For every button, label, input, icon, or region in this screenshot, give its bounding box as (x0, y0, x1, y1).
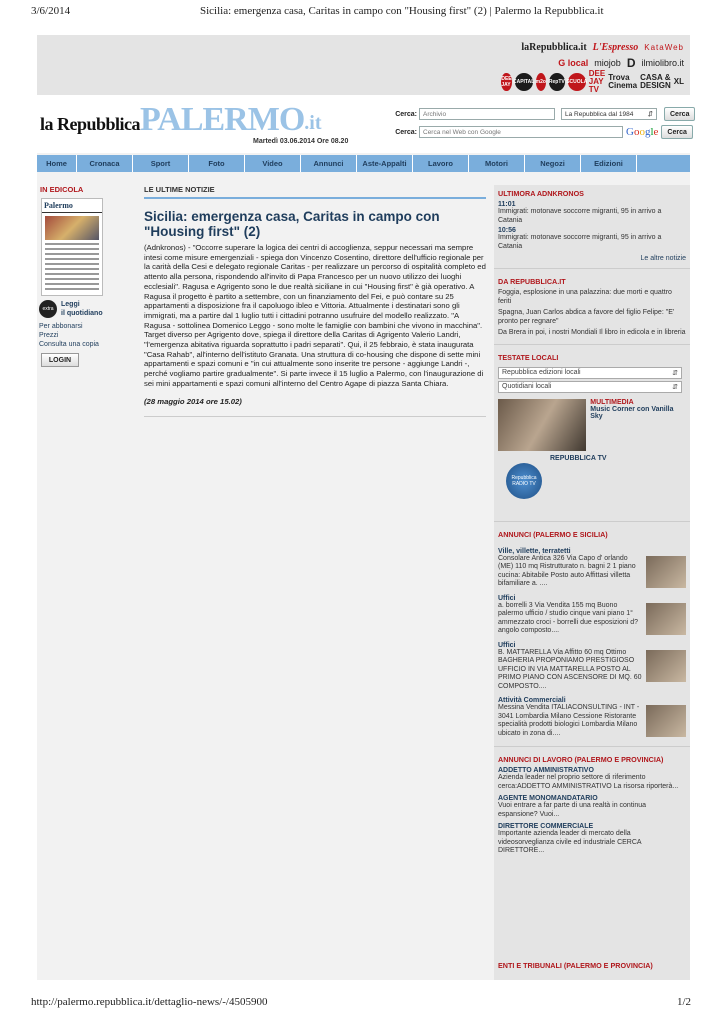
local-editions-select[interactable]: Repubblica edizioni locali ⇵ (498, 367, 682, 379)
left-column (37, 185, 117, 367)
updown-icon: ⇵ (672, 369, 678, 377)
main-nav (37, 155, 690, 172)
brand-m2o-icon[interactable]: m2o (536, 73, 546, 91)
more-news-link[interactable]: Le altre notizie (640, 255, 686, 262)
annuncio-photo[interactable] (646, 705, 686, 737)
archive-search-input[interactable]: Archivio (419, 108, 555, 120)
annuncio-text: a. borrelli 3 Via Vendita 155 mq Buono palermo ufficio / studio cinque vani piano 1° ammezzato croci - borrelli due esposizioni d? angolo composto.... (498, 601, 639, 634)
multimedia-item[interactable] (498, 399, 686, 451)
annuncio-text: B. MATTARELLA Via Affitto 60 mq Ottimo BAGHERIA PROPONIAMO PRESTIGIOSO UFFICIO IN VIA MATTARELLA POSTO AL PRIMO PIANO CON ASCENSORE DI MQ. 60 COMPOSTO.... (498, 648, 642, 690)
archive-search-label: Cerca: (395, 110, 417, 118)
article-title: Sicilia: emergenza casa, Caritas in campo con "Housing first" (2) (144, 209, 440, 239)
ultimora-item[interactable]: Immigrati: motonave soccorre migranti, 95 in arrivo a Catania (498, 208, 662, 224)
edicola-heading: IN EDICOLA (40, 185, 84, 194)
repubblica-tv[interactable] (498, 455, 686, 499)
brand-repubblica[interactable]: laRepubblica.it (521, 41, 587, 53)
nav-annunci[interactable]: Annunci (301, 155, 357, 172)
brand-deejaytv[interactable]: DEE JAY TV (588, 69, 606, 94)
darep-item[interactable]: Spagna, Juan Carlos abdica a favore del figlio Felipe: "E' pronto per regnare" (498, 309, 675, 325)
brand-capital-icon[interactable]: CAPITAL (515, 73, 533, 91)
brand-casadesign[interactable]: CASA & DESIGN (640, 73, 671, 90)
network-brands (501, 39, 684, 94)
brand-local[interactable]: G local (558, 58, 589, 68)
ultimora-box (494, 185, 690, 264)
nav-foto[interactable]: Foto (189, 155, 245, 172)
multimedia-thumbnail[interactable] (498, 399, 586, 451)
darep-box (494, 273, 690, 340)
multimedia-title[interactable]: Music Corner con Vanilla Sky (590, 405, 674, 420)
darep-item[interactable]: Da Brera in poi, i nostri Mondiali Il libro in edicola e in libreria (498, 329, 686, 336)
print-url: http://palermo.repubblica.it/dettaglio-news/-/4505900 (31, 996, 268, 1008)
job-text: Vuoi entrare a far parte di una realtà in continua espansione? Vuoi... (498, 802, 647, 818)
archive-year-select[interactable] (561, 108, 657, 120)
article-timestamp: (28 maggio 2014 ore 15.02) (144, 397, 486, 417)
enti-heading: ENTI E TRIBUNALI (PALERMO E PROVINCIA) (498, 961, 653, 970)
annuncio-photo[interactable] (646, 650, 686, 682)
ultimora-time: 11:01 (498, 201, 516, 208)
right-column (494, 185, 690, 980)
darep-item[interactable]: Foggia, esplosione in una palazzina: due morti e quattro feriti (498, 289, 672, 305)
cover-masthead: Palermo (42, 199, 102, 213)
testate-box (494, 349, 690, 501)
print-title: Sicilia: emergenza casa, Caritas in campo con "Housing first" (2) | Palermo la Repubblica.it (200, 5, 604, 17)
divider (494, 521, 690, 522)
local-papers-select[interactable]: Quotidiani locali ⇵ (498, 381, 682, 393)
updown-icon: ⇵ (647, 111, 653, 118)
multimedia-kicker: MULTIMEDIA (590, 398, 634, 406)
prices-link[interactable]: Prezzi (39, 332, 59, 339)
article-column (144, 185, 486, 417)
web-search-label: Cerca: (395, 128, 417, 136)
logo-repubblica: la Repubblica (40, 114, 141, 134)
web-search-button[interactable]: Cerca (661, 125, 692, 139)
testate-heading: TESTATE LOCALI (498, 352, 559, 362)
read-paper-promo[interactable] (39, 300, 117, 318)
nav-negozi[interactable]: Negozi (525, 155, 581, 172)
divider (494, 746, 690, 747)
brand-ilmiolibro[interactable]: ilmiolibro.it (641, 58, 684, 68)
nav-aste-appalti[interactable]: Aste-Appalti (357, 155, 413, 172)
nav-lavoro[interactable]: Lavoro (413, 155, 469, 172)
nav-video[interactable]: Video (245, 155, 301, 172)
brand-kataweb[interactable]: KataWeb (644, 42, 684, 52)
archive-year-value: La Repubblica dal 1984 (565, 110, 634, 118)
divider (494, 344, 690, 345)
annunci-heading: ANNUNCI (PALERMO E SICILIA) (498, 529, 608, 539)
updown-icon: ⇵ (672, 383, 678, 391)
web-search (393, 125, 693, 139)
annuncio-text: Consolare Antica 326 Via Capo d' orlando (ME) 110 mq Ristrutturato n. bagni 2 1 piano cucina: Abitabile Posto auto Affittasi villetta bifamiliare a. .... (498, 554, 636, 587)
nav-home[interactable]: Home (37, 155, 77, 172)
brand-trovacinema[interactable]: Trova Cinema (608, 73, 638, 90)
brand-miojob[interactable]: miojob (594, 58, 621, 68)
logo-tld: .it (304, 112, 322, 134)
annunci-box (494, 526, 690, 741)
enti-box (494, 957, 657, 975)
nav-cronaca[interactable]: Cronaca (77, 155, 133, 172)
subscribe-link[interactable]: Per abbonarsi (39, 323, 83, 330)
lavoro-heading: ANNUNCI DI LAVORO (PALERMO E PROVINCIA) (498, 755, 664, 764)
google-logo: Google (626, 126, 659, 138)
nav-edizioni[interactable]: Edizioni (581, 155, 637, 172)
brand-xl[interactable]: XL (673, 77, 684, 86)
cover-photo (45, 216, 99, 240)
ultimora-heading: ULTIMORA ADNKRONOS (498, 189, 584, 198)
annuncio-item[interactable] (498, 697, 686, 738)
read-paper-text: Leggi il quotidiano (61, 301, 103, 317)
annuncio-category[interactable]: Uffici (498, 641, 516, 649)
web-search-input[interactable]: Cerca nel Web con Google (419, 126, 623, 138)
network-band (37, 35, 690, 95)
page (37, 35, 690, 980)
ultimora-item[interactable]: Immigrati: motonave soccorre migranti, 95 in arrivo a Catania (498, 234, 662, 250)
lavoro-box (494, 751, 690, 858)
newspaper-cover-thumbnail[interactable] (41, 198, 103, 296)
divider (494, 268, 690, 269)
repubblica-tv-label[interactable]: REPUBBLICA TV (550, 454, 607, 462)
consult-copy-link[interactable]: Consulta una copia (39, 341, 99, 348)
nav-spacer (637, 155, 690, 172)
brand-d[interactable]: D (626, 56, 636, 70)
annuncio-category[interactable]: Uffici (498, 594, 516, 602)
logo-city: PALERMO (140, 101, 305, 138)
print-page-number: 1/2 (677, 996, 692, 1008)
site-header (37, 95, 690, 153)
ultimora-time: 10:56 (498, 227, 516, 234)
brand-reptv-icon[interactable]: RepTV (549, 73, 565, 91)
section-heading: LE ULTIME NOTIZIE (144, 185, 486, 199)
site-logo[interactable] (40, 101, 322, 138)
nav-sport[interactable]: Sport (133, 155, 189, 172)
brand-deejay-icon[interactable]: DEE JAY (501, 73, 511, 91)
article-body: (Adnkronos) - "Occorre superare la logica dei centri di accoglienza, seppur necessari ma sempre intesi come misure emergenziali - spiega don Vincenzo Cosentino, direttore dell'ufficio regionale per la carità della Cesi e delegato regionale Caritas - per realizzare un percorso di ospitalità completo ed attento alla persona, rispondendo all'invito di Papa Francesco per un nuovo utilizzo dei luoghi ecclesiali". Ragusa e Agrigento sono le due realtà siciliane in cui "Housing first" è già operativo. A Ragusa il progetto è partito a settembre, con un finanziamento del Fei, e può contare su 25 appartamenti a disposizione fra il capoluogo ibleo e Vittoria. Attualmente i destinatari sono gli immigrati, ma a partire dal 1 luglio tutti i cittadini potranno usufruire del modello realizzato. "A Ragusa - sottolinea Domenico Leggo - sono molte le famiglie con bambini che vivono in macchina". Target diverso per Agrigento dove, spiega il direttore della Caritas di Agrigento Valerio Landri, "l'emergenza abitativa riguarda soprattutto i padri separati". Qui, il 25 febbraio, è stata inaugurata "Casa Rahab", all'interno dell'istituto Granata. Una struttura di co-housing che dispone di sette mini appartamenti e spazi comuni e "in cui attualmente sono inserite tre persone - aggiunge Landri -, perché vogliamo partire gradualmente". Si parte invece il 15 luglio a Palermo, con l'inaugurazione di sei mini appartamenti e spazi comuni all'interno del Centro Agape di piazza Santa Chiara. (144, 243, 486, 388)
job-text: Importante azienda leader di mercato della videosorveglianza civile ed industriale CERCA DIRETTORE... (498, 830, 642, 854)
job-title[interactable]: ADDETTO AMMINISTRATIVO (498, 767, 594, 774)
annuncio-category[interactable]: Ville, villette, terratetti (498, 547, 571, 555)
brand-scuola-icon[interactable]: SCUOLA (568, 73, 586, 91)
annuncio-item[interactable] (498, 548, 686, 589)
job-title[interactable]: AGENTE MONOMANDATARIO (498, 795, 598, 802)
annuncio-photo[interactable] (646, 556, 686, 588)
archive-search-button[interactable]: Cerca (664, 107, 695, 121)
annuncio-item[interactable] (498, 642, 686, 692)
job-title[interactable]: DIRETTORE COMMERCIALE (498, 823, 594, 830)
print-date: 3/6/2014 (31, 5, 71, 17)
annuncio-text: Messina Vendita ITALIACONSULTING - INT - 3041 Lombardia Milano Cessione Ristorante specialità prodotti biologici Lombardia Milano ubicato in zona di.... (498, 704, 640, 737)
archive-search (393, 107, 695, 121)
repubblica-tv-logo-icon[interactable]: Repubblica RADIO TV (506, 463, 542, 499)
extra-badge-icon: extra (39, 300, 57, 318)
annuncio-item[interactable] (498, 595, 686, 636)
darep-heading: DA REPUBBLICA.IT (498, 277, 566, 286)
nav-motori[interactable]: Motori (469, 155, 525, 172)
login-button[interactable]: LOGIN (41, 353, 79, 367)
job-text: Azienda leader nel proprio settore di riferimento cerca:ADDETTO AMMINISTRATIVO La risorsa riporterà... (498, 774, 679, 790)
annuncio-category[interactable]: Attività Commerciali (498, 697, 566, 704)
cover-text-lines (42, 243, 102, 290)
annuncio-photo[interactable] (646, 603, 686, 635)
print-header (0, 0, 725, 22)
brand-espresso[interactable]: L'Espresso (592, 41, 639, 53)
dateline: Martedì 03.06.2014 Ore 08.20 (253, 138, 349, 145)
